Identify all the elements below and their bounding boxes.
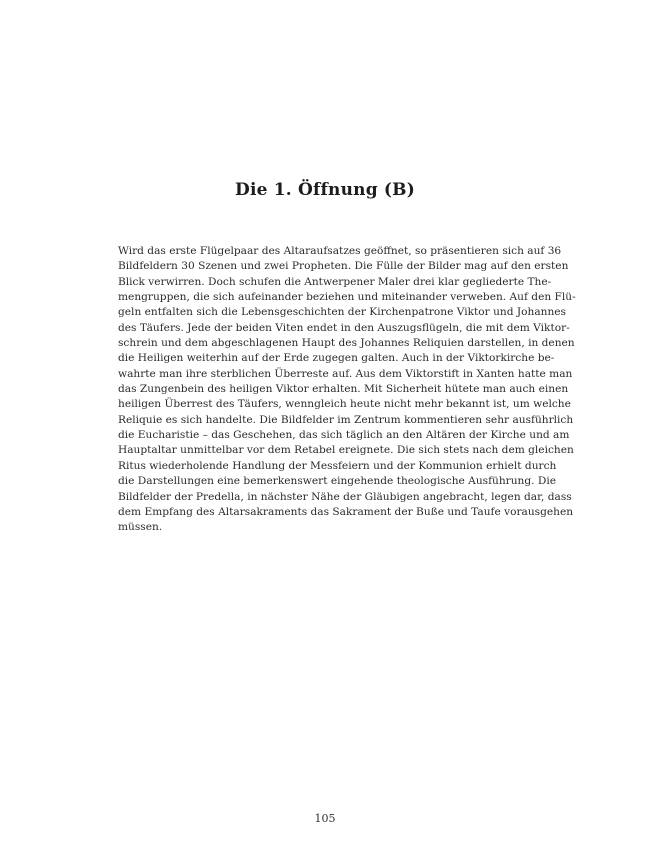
text-line: Bildfelder der Predella, in nächster Nähe der Gläubigen angebracht, legen dar, dass [118, 490, 572, 503]
text-line: die Eucharistie – das Geschehen, das sich täglich an den Altären der Kirche und am [118, 429, 570, 442]
text-line: Blick verwirren. Doch schufen die Antwerpener Maler drei klar gegliederte The- [118, 275, 552, 288]
text-line: Wird das erste Flügelpaar des Altaraufsatzes geöffnet, so präsentieren sich auf 36 [118, 245, 562, 257]
page-title: Die 1. Öffnung (B) [235, 180, 415, 200]
text-line: Ritus wiederholende Handlung der Messfeiern und der Kommunion erhielt durch [118, 459, 557, 472]
text-line: das Zungenbein des heiligen Viktor erhalten. Mit Sicherheit hütete man auch einen [118, 383, 569, 396]
text-line: die Heiligen weiterhin auf der Erde zugegen galten. Auch in der Viktorkirche be- [118, 352, 555, 365]
text-line: Bildfeldern 30 Szenen und zwei Propheten. Die Fülle der Bilder mag auf den ersten [118, 260, 569, 273]
text-line: die Darstellungen eine bemerkenswert eingehende theologische Ausführung. Die [118, 475, 557, 488]
text-line: heiligen Überrest des Täufers, wenngleich heute nicht mehr bekannt ist, um welche [118, 398, 571, 411]
text-line: mengruppen, die sich aufeinander beziehen und miteinander verweben. Auf den Flü- [118, 291, 576, 304]
text-line: geln entfalten sich die Lebensgeschichten der Kirchenpatrone Viktor und Johannes [118, 306, 566, 319]
text-line: schrein und dem abgeschlagenen Haupt des Johannes Reliquien darstellen, in denen [118, 337, 575, 350]
text-line: Reliquie es sich handelte. Die Bildfelder im Zentrum kommentieren sehr ausführlich [118, 413, 574, 426]
text-line: Hauptaltar unmittelbar vor dem Retabel ereignete. Die sich stets nach dem gleichen [118, 444, 574, 457]
text-line: wahrte man ihre sterblichen Überreste auf. Aus dem Viktorstift in Xanten hatte man [118, 367, 573, 380]
text-line: müssen. [118, 521, 163, 534]
text-line: dem Empfang des Altarsakraments das Sakrament der Buße und Taufe vorausgehen [118, 505, 574, 518]
page-number: 105 [314, 812, 336, 825]
text-line: des Täufers. Jede der beiden Viten endet in den Auszugsflügeln, die mit dem Viktor- [118, 321, 570, 334]
body-paragraph [118, 244, 576, 536]
